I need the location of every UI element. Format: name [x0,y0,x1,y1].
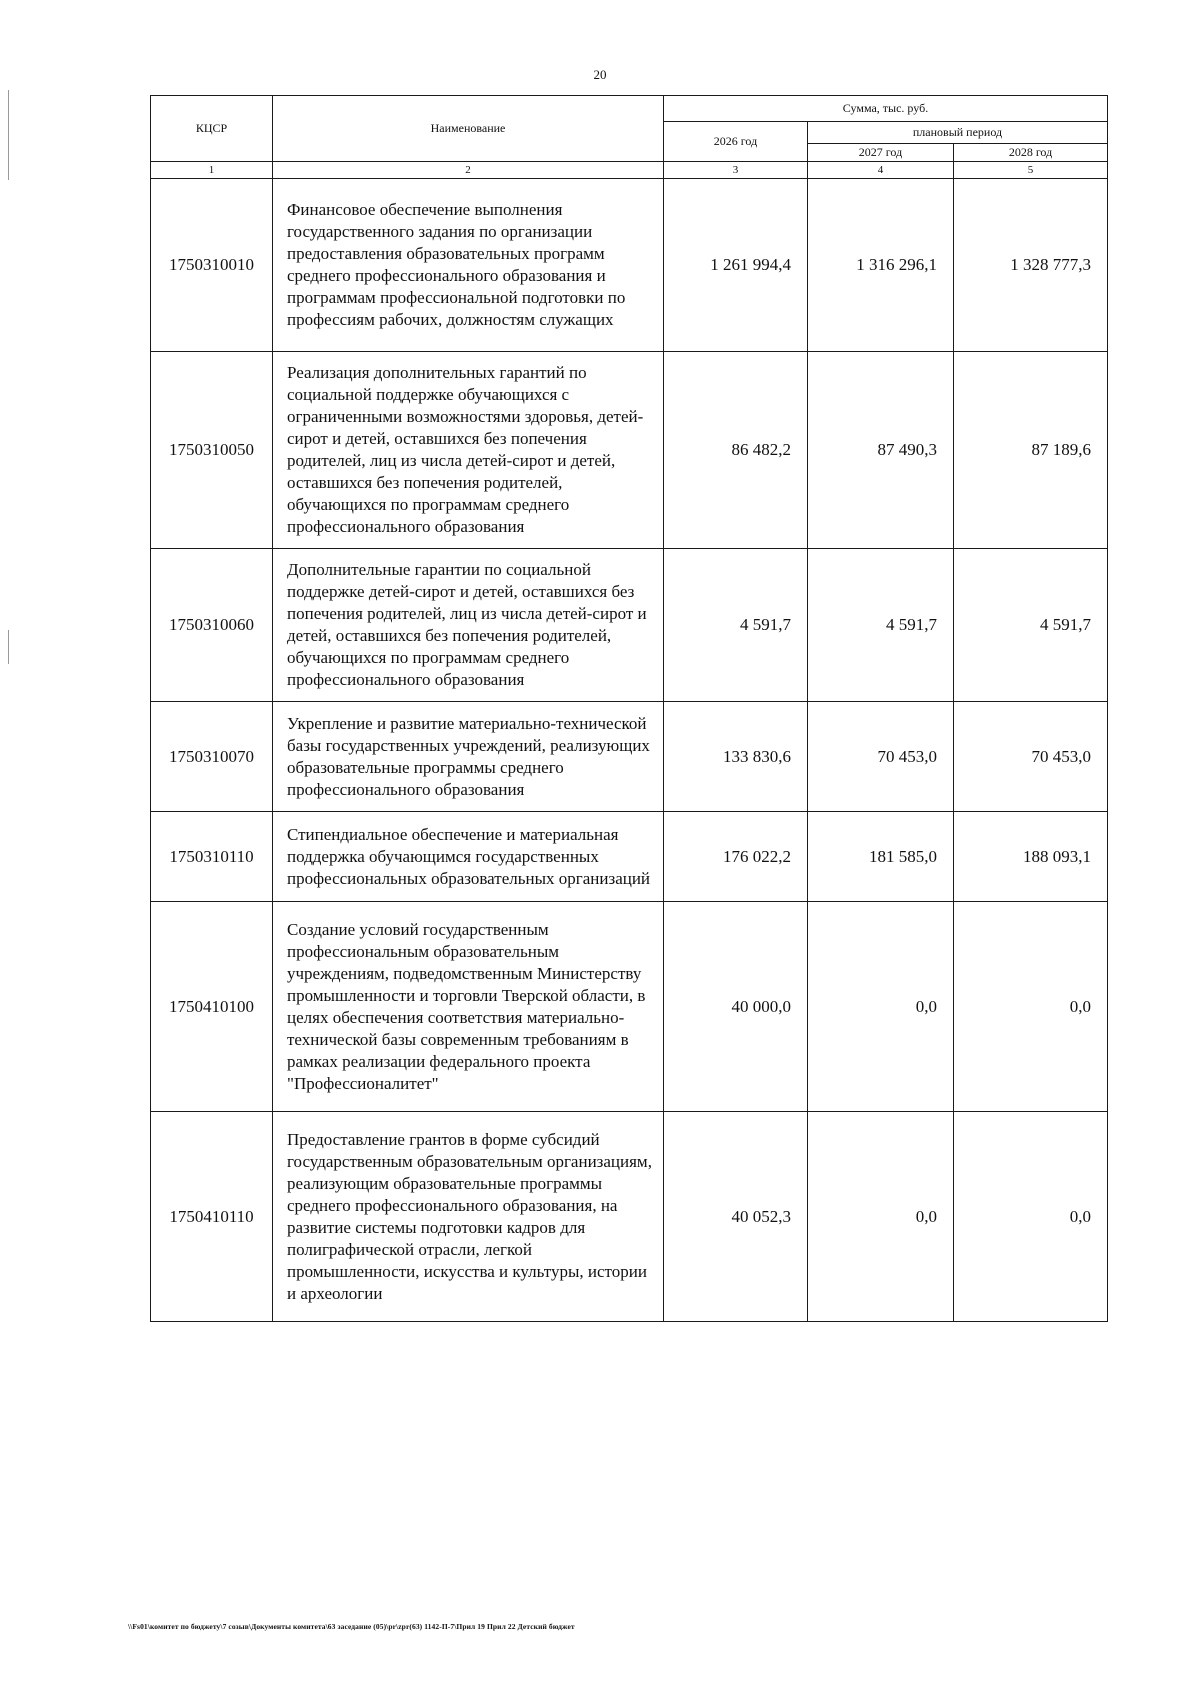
row-code: 1750310060 [151,549,273,702]
column-number: 4 [808,162,954,179]
value-2026: 40 000,0 [664,902,808,1112]
header-year-2028: 2028 год [954,144,1108,162]
table-row [151,812,1108,902]
value-2028: 70 453,0 [954,702,1108,812]
value-2026: 4 591,7 [664,549,808,702]
row-name: Реализация дополнительных гарантий по социальной поддержке обучающихся с ограниченными возможностями здоровья, детей-сирот и детей, оставшихся без попечения родителей, лиц из числа детей-сирот и детей, оставшихся без попечения родителей, обучающихся по программам среднего профессионального образования [273,352,664,549]
value-2027: 0,0 [808,1112,954,1322]
value-2027: 87 490,3 [808,352,954,549]
header-year-2026: 2026 год [664,122,808,162]
header-sum: Сумма, тыс. руб. [664,96,1108,122]
row-code: 1750310050 [151,352,273,549]
table-row [151,702,1108,812]
table-row [151,902,1108,1112]
table-row [151,179,1108,352]
column-number: 5 [954,162,1108,179]
table-row [151,1112,1108,1322]
row-name: Стипендиальное обеспечение и материальная поддержка обучающимся государственных профессиональных образовательных организаций [273,812,664,902]
row-code: 1750310010 [151,179,273,352]
scan-edge-mark-middle [8,630,9,664]
value-2028: 0,0 [954,902,1108,1112]
value-2027: 181 585,0 [808,812,954,902]
column-number: 2 [273,162,664,179]
scan-edge-mark-top [8,90,9,180]
value-2028: 87 189,6 [954,352,1108,549]
header-code: КЦСР [151,96,273,162]
header-planning-period: плановый период [808,122,1108,144]
row-name: Финансовое обеспечение выполнения государственного задания по организации предоставления образовательных программ среднего профессионального образования и программам профессиональной подготовки по профессиям рабочих, должностям служащих [273,179,664,352]
value-2027: 70 453,0 [808,702,954,812]
value-2028: 4 591,7 [954,549,1108,702]
value-2026: 1 261 994,4 [664,179,808,352]
value-2026: 86 482,2 [664,352,808,549]
table-row [151,352,1108,549]
row-name: Укрепление и развитие материально-технической базы государственных учреждений, реализующих образовательные программы среднего профессионального образования [273,702,664,812]
value-2027: 0,0 [808,902,954,1112]
row-code: 1750310110 [151,812,273,902]
header-name: Наименование [273,96,664,162]
row-name: Предоставление грантов в форме субсидий государственным образовательным организациям, реализующим образовательные программы среднего профессионального образования, на развитие системы подготовки кадров для полиграфической отрасли, легкой промышленности, искусства и культуры, истории и археологии [273,1112,664,1322]
value-2026: 40 052,3 [664,1112,808,1322]
header-year-2027: 2027 год [808,144,954,162]
row-name: Создание условий государственным профессиональным образовательным учреждениям, подведомственным Министерству промышленности и торговли Тверской области, в целях обеспечения соответствия материально-технической базы современным требованиям в рамках реализации федерального проекта "Профессионалитет" [273,902,664,1112]
row-code: 1750410100 [151,902,273,1112]
value-2028: 188 093,1 [954,812,1108,902]
budget-table [150,95,1108,1322]
table-row [151,549,1108,702]
value-2026: 176 022,2 [664,812,808,902]
row-name: Дополнительные гарантии по социальной поддержке детей-сирот и детей, оставшихся без попечения родителей, лиц из числа детей-сирот и детей, оставшихся без попечения родителей, обучающихся по программам среднего профессионального образования [273,549,664,702]
page-number: 20 [593,67,607,82]
value-2028: 1 328 777,3 [954,179,1108,352]
footer-file-path: \\Fs01\комитет по бюджету\7 созыв\Документы комитета\63 заседание (05)\pr\zpr(63) 1142-П-7\Прил 19 Прил 22 Детский бюджет [128,1622,575,1631]
row-code: 1750410110 [151,1112,273,1322]
column-number: 1 [151,162,273,179]
value-2026: 133 830,6 [664,702,808,812]
column-number: 3 [664,162,808,179]
value-2028: 0,0 [954,1112,1108,1322]
row-code: 1750310070 [151,702,273,812]
value-2027: 1 316 296,1 [808,179,954,352]
value-2027: 4 591,7 [808,549,954,702]
